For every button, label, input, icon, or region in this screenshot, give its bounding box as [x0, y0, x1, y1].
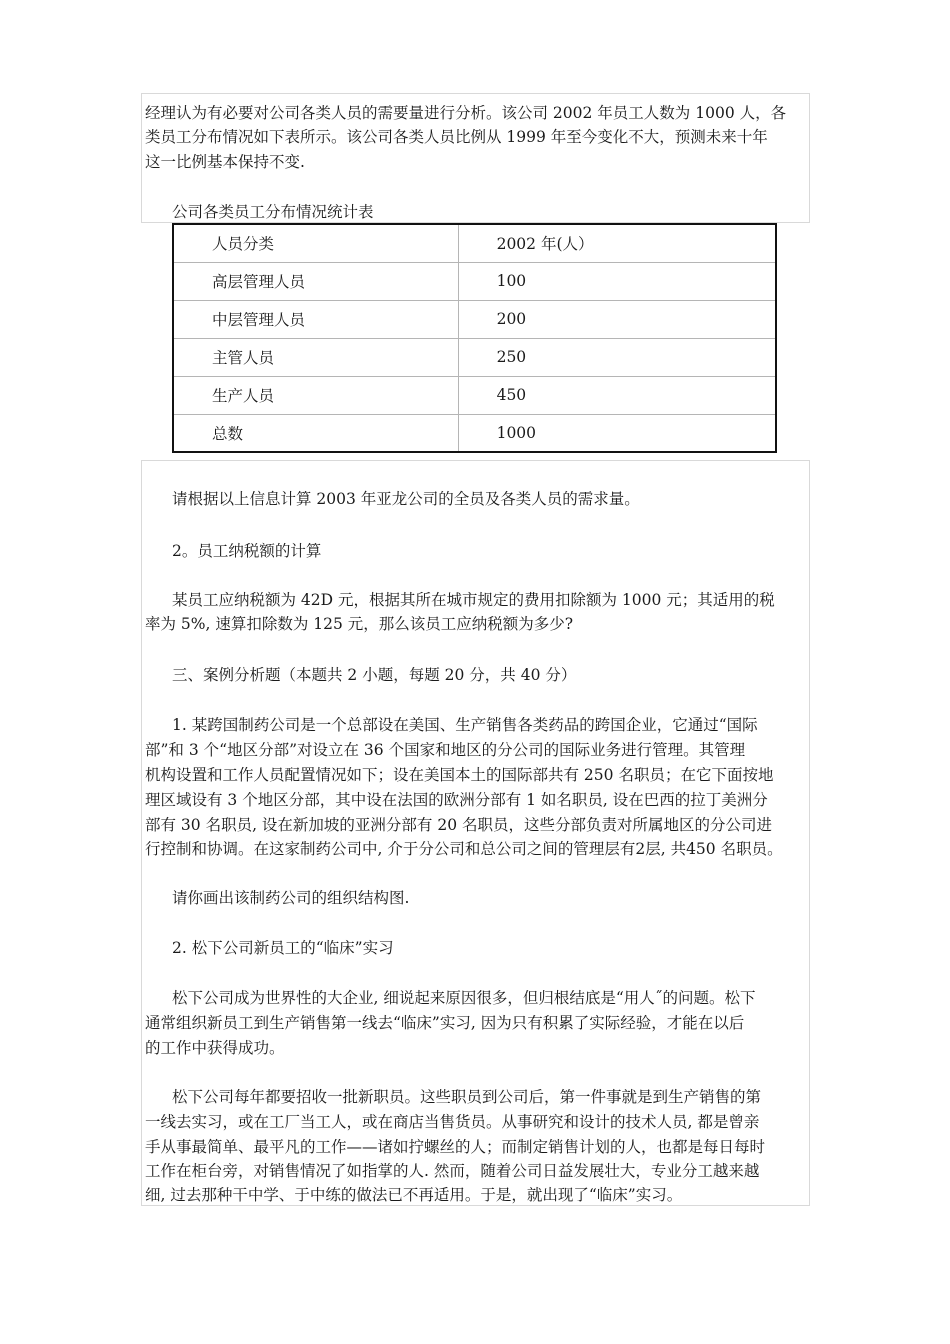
table-cell-category: 总数 [173, 414, 458, 452]
case2-p1-line-3: 的工作中获得成功。 [145, 1039, 285, 1057]
table-caption: 公司各类员工分布情况统计表 [172, 203, 374, 221]
table-header-row [173, 224, 776, 262]
case1-line-5: 部有 30 名职员, 设在新加坡的亚洲分部有 20 名职员，这些分部负责对所属地区的分公司进 [145, 816, 773, 834]
table-cell-category: 中层管理人员 [173, 300, 458, 338]
table-cell-category: 生产人员 [173, 376, 458, 414]
case1-question: 请你画出该制药公司的组织结构图. [172, 889, 410, 907]
case1-line-6: 行控制和协调。在这家制药公司中, 介于分公司和总公司之间的管理层有2层, 共450 名职员。 [145, 840, 783, 858]
table-row [173, 414, 776, 452]
case1-line-3: 机构设置和工作人员配置情况如下；设在美国本土的国际部共有 250 名职员；在它下面按地 [145, 766, 774, 784]
case2-p1-line-1: 松下公司成为世界性的大企业, 细说起来原因很多，但归根结底是“用人˝的问题。松下 [172, 989, 756, 1007]
case2-p1-line-2: 通常组织新员工到生产销售第一线去“临床”实习, 因为只有积累了实际经验，才能在以后 [145, 1014, 745, 1032]
case2-title: 2. 松下公司新员工的“临床”实习 [172, 939, 394, 957]
intro-line-2: 类员工分布情况如下表所示。该公司各类人员比例从 1999 年至今变化不大，预测未来十年 [145, 128, 768, 146]
table-cell-count: 1000 [458, 414, 776, 452]
table-row [173, 262, 776, 300]
case1-line-2: 部”和 3 个“地区分部”对设立在 36 个国家和地区的分公司的国际业务进行管理。其管理 [145, 741, 746, 759]
q2-title: 2。员工纳税额的计算 [172, 542, 322, 560]
question-calc: 请根据以上信息计算 2003 年亚龙公司的全员及各类人员的需求量。 [172, 490, 640, 508]
intro-line-3: 这一比例基本保持不变. [145, 153, 305, 171]
table-cell-count: 200 [458, 300, 776, 338]
intro-line-1: 经理认为有必要对公司各类人员的需要量进行分析。该公司 2002 年员工人数为 1000 人，各 [145, 104, 787, 122]
section3-heading: 三、案例分析题（本题共 2 小题，每题 20 分，共 40 分） [172, 666, 577, 684]
case2-p2-line-1: 松下公司每年都要招收一批新职员。这些职员到公司后，第一件事就是到生产销售的第 [172, 1088, 762, 1106]
table-header-year: 2002 年(人） [458, 224, 776, 262]
case2-p2-line-2: 一线去实习，或在工厂当工人，或在商店当售货员。从事研究和设计的技术人员, 都是曾亲 [145, 1113, 760, 1131]
table-header-category: 人员分类 [173, 224, 458, 262]
table-row [173, 300, 776, 338]
case2-p2-line-4: 工作在柜台旁，对销售情况了如指掌的人. 然而，随着公司日益发展壮大，专业分工越来越 [145, 1162, 760, 1180]
case1-line-4: 理区域设有 3 个地区分部，其中设在法国的欧洲分部有 1 如名职员, 设在巴西的拉丁美洲分 [145, 791, 768, 809]
q2-text-line-2: 率为 5%, 速算扣除数为 125 元，那么该员工应纳税额为多少? [145, 615, 574, 633]
table-cell-count: 250 [458, 338, 776, 376]
table-row [173, 338, 776, 376]
table-cell-category: 高层管理人员 [173, 262, 458, 300]
table-cell-category: 主管人员 [173, 338, 458, 376]
table-cell-count: 100 [458, 262, 776, 300]
q2-text-line-1: 某员工应纳税额为 42D 元，根据其所在城市规定的费用扣除额为 1000 元；其适用的税 [172, 591, 775, 609]
case1-line-1: 1. 某跨国制药公司是一个总部设在美国、生产销售各类药品的跨国企业，它通过“国际 [172, 716, 758, 734]
case2-p2-line-5: 细, 过去那种干中学、于中练的做法已不再适用。于是，就出现了“临床”实习。 [145, 1186, 683, 1204]
case2-p2-line-3: 手从事最简单、最平凡的工作——诸如拧螺丝的人；而制定销售计划的人，也都是每日每时 [145, 1138, 766, 1156]
distribution-table [172, 223, 777, 453]
table-row [173, 376, 776, 414]
table-cell-count: 450 [458, 376, 776, 414]
